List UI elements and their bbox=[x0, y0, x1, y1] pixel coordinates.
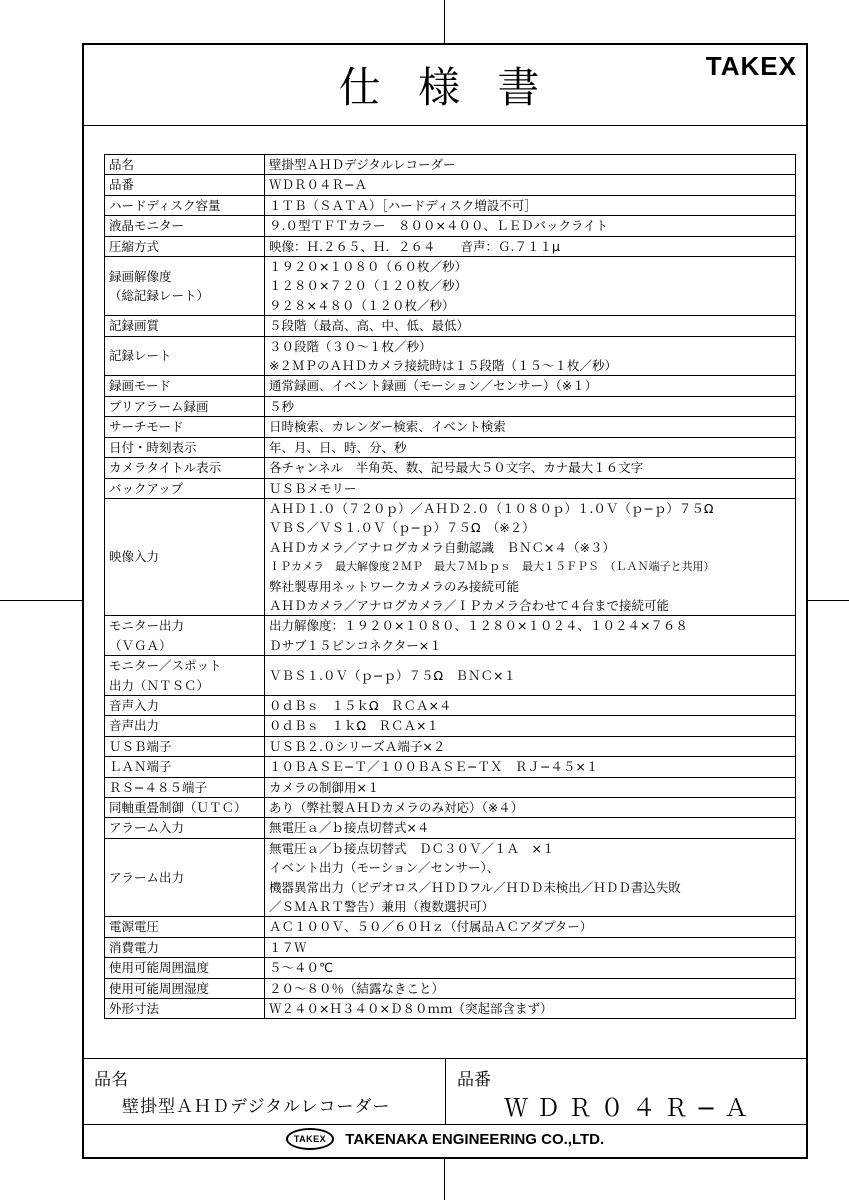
spec-value bbox=[265, 777, 796, 797]
spec-value-line: １０ＢＡＳＥ−Ｔ／１００ＢＡＳＥ−ＴＸ ＲＪ−４５×１ bbox=[269, 759, 599, 775]
spec-value-line: ３０段階（３０〜１枚／秒） bbox=[269, 338, 432, 354]
spec-key-line: 電源電圧 bbox=[109, 919, 160, 935]
spec-row bbox=[105, 257, 796, 316]
spec-key bbox=[105, 336, 265, 376]
spec-value bbox=[265, 736, 796, 756]
spec-value-line: ＵＳＢメモリー bbox=[269, 480, 357, 496]
spec-value bbox=[265, 716, 796, 736]
crop-mark-bottom bbox=[444, 1159, 445, 1200]
spec-value bbox=[265, 216, 796, 236]
spec-key bbox=[105, 498, 265, 615]
spec-value-line: ＶＢＳ／ＶＳ１.０Ｖ（ｐ−ｐ）７５Ω （※２） bbox=[269, 520, 535, 536]
spec-value-line: 無電圧ａ／ｂ接点切替式×４ bbox=[269, 820, 430, 836]
spec-value-line: １ＴＢ（ＳＡＴＡ）［ハードディスク増設不可］ bbox=[269, 197, 537, 213]
company-name: TAKENAKA ENGINEERING CO.,LTD. bbox=[345, 1130, 605, 1148]
spec-row bbox=[105, 396, 796, 416]
spec-key-line: バックアップ bbox=[109, 480, 184, 496]
spec-key bbox=[105, 155, 265, 175]
spec-key bbox=[105, 736, 265, 756]
spec-key bbox=[105, 175, 265, 195]
footer-product-name: 壁掛型ＡＨＤデジタルレコーダー bbox=[122, 1097, 391, 1117]
spec-value bbox=[265, 396, 796, 416]
spec-key bbox=[105, 978, 265, 998]
spec-value-line: Ｗ２４０×Ｈ３４０×Ｄ８０ｍｍ（突起部含まず） bbox=[269, 1001, 553, 1017]
spec-key-line: 録画解像度 bbox=[109, 268, 172, 284]
spec-value-line: ／ＳＭＡＲＴ警告）兼用（複数選択可） bbox=[269, 899, 495, 915]
spec-key-line: 品番 bbox=[109, 177, 135, 193]
spec-row bbox=[105, 838, 796, 917]
spec-key bbox=[105, 316, 265, 336]
spec-value-line: ５段階（最高、高、中、低、最低） bbox=[269, 318, 470, 334]
spec-key bbox=[105, 798, 265, 818]
spec-value-line: カメラの制御用×１ bbox=[269, 779, 380, 795]
spec-row bbox=[105, 978, 796, 998]
spec-row bbox=[105, 656, 796, 696]
spec-row bbox=[105, 236, 796, 256]
spec-key-line: （ＶＧＡ） bbox=[109, 637, 172, 653]
brand-logo: TAKEX bbox=[705, 51, 797, 81]
crop-mark-left bbox=[0, 600, 82, 601]
spec-value-line: １９２０×１０８０（６０枚／秒） bbox=[269, 259, 467, 275]
spec-value bbox=[265, 656, 796, 696]
spec-row bbox=[105, 478, 796, 498]
spec-key-line: 音声入力 bbox=[109, 697, 160, 713]
company-block bbox=[84, 1128, 806, 1150]
spec-key-line: 圧縮方式 bbox=[109, 238, 160, 254]
spec-key-line: 音声出力 bbox=[109, 718, 160, 734]
spec-row bbox=[105, 757, 796, 777]
spec-key-line: モニター出力 bbox=[109, 618, 185, 634]
footer-column-divider bbox=[445, 1058, 446, 1124]
spec-key bbox=[105, 458, 265, 478]
spec-row bbox=[105, 498, 796, 615]
header-divider bbox=[84, 125, 806, 126]
spec-value-line: 出力解像度：１９２０×１０８０、１２８０×１０２４、１０２４×７６８ bbox=[269, 618, 688, 634]
spec-row bbox=[105, 616, 796, 656]
spec-row bbox=[105, 958, 796, 978]
spec-value bbox=[265, 376, 796, 396]
spec-row bbox=[105, 155, 796, 175]
spec-row bbox=[105, 999, 796, 1019]
spec-value-line: ＡＣ１００Ｖ、５０／６０Ｈｚ（付属品ＡＣアダプター） bbox=[269, 919, 593, 935]
spec-key-line: 出力（ＮＴＳＣ） bbox=[109, 677, 210, 693]
spec-key bbox=[105, 195, 265, 215]
spec-key-line: 録画モード bbox=[109, 378, 172, 394]
spec-key bbox=[105, 376, 265, 396]
spec-value bbox=[265, 978, 796, 998]
spec-value-line: イベント出力（モーション／センサー）、 bbox=[269, 860, 500, 876]
spec-value-line: 日時検索、カレンダー検索、イベント検索 bbox=[269, 419, 506, 435]
spec-key-line: モニター／スポット bbox=[109, 658, 222, 674]
spec-value-line: ９.０型ＴＦＴカラー ８００×４００、ＬＥＤバックライト bbox=[269, 218, 609, 234]
spec-key bbox=[105, 257, 265, 316]
spec-value bbox=[265, 798, 796, 818]
spec-value-line: ２０〜８０％（結露なきこと） bbox=[269, 980, 445, 996]
spec-key-line: 外形寸法 bbox=[109, 1001, 160, 1017]
spec-key-line: 記録画質 bbox=[109, 318, 160, 334]
spec-value bbox=[265, 695, 796, 715]
spec-key bbox=[105, 838, 265, 917]
spec-key bbox=[105, 396, 265, 416]
spec-key-line: 使用可能周囲温度 bbox=[109, 960, 210, 976]
spec-value-line: ５秒 bbox=[269, 398, 295, 414]
spec-row bbox=[105, 937, 796, 957]
spec-key bbox=[105, 999, 265, 1019]
spec-row bbox=[105, 458, 796, 478]
document-frame bbox=[82, 43, 808, 1159]
spec-row bbox=[105, 195, 796, 215]
crop-mark-right bbox=[808, 600, 849, 601]
spec-value-line: ５〜４０℃ bbox=[269, 960, 334, 976]
footer-bottom-divider bbox=[84, 1124, 806, 1125]
spec-row bbox=[105, 818, 796, 838]
spec-key-line: 品名 bbox=[109, 157, 135, 172]
spec-value bbox=[265, 155, 796, 175]
spec-key-line: ハードディスク容量 bbox=[109, 197, 221, 213]
spec-key bbox=[105, 958, 265, 978]
spec-key bbox=[105, 236, 265, 256]
spec-value-line: ０ｄＢｓ １５ｋΩ ＲＣＡ×４ bbox=[269, 697, 452, 713]
spec-value bbox=[265, 757, 796, 777]
spec-key bbox=[105, 478, 265, 498]
spec-key bbox=[105, 216, 265, 236]
spec-key bbox=[105, 757, 265, 777]
spec-value bbox=[265, 195, 796, 215]
spec-value-line: ＩＰカメラ 最大解像度２ＭＰ 最大７Ｍｂｐｓ 最大１５ＦＰＳ （ＬＡＮ端子と共用） bbox=[269, 560, 715, 574]
spec-value-line: 無電圧ａ／ｂ接点切替式 ＤＣ３０Ｖ／１Ａ ×１ bbox=[269, 840, 555, 856]
footer-product-name-label: 品名 bbox=[94, 1070, 128, 1090]
spec-value bbox=[265, 917, 796, 937]
spec-key-line: （総記録レート） bbox=[109, 288, 210, 304]
spec-value bbox=[265, 616, 796, 656]
footer-product-code: ＷＤＲ０４Ｒ−Ａ bbox=[504, 1094, 757, 1122]
spec-row bbox=[105, 798, 796, 818]
spec-key-line: アラーム入力 bbox=[109, 820, 185, 836]
company-logo: TAKEX bbox=[286, 1128, 334, 1150]
spec-value-line: ０ｄＢｓ １ｋΩ ＲＣＡ×１ bbox=[269, 718, 440, 734]
spec-key bbox=[105, 417, 265, 437]
spec-value bbox=[265, 478, 796, 498]
spec-value bbox=[265, 458, 796, 478]
spec-value bbox=[265, 257, 796, 316]
spec-row bbox=[105, 175, 796, 195]
spec-value-line: ※２ＭＰのＡＨＤカメラ接続時は１５段階（１５〜１枚／秒） bbox=[269, 358, 617, 374]
spec-row bbox=[105, 695, 796, 715]
spec-value-line: １７Ｗ bbox=[269, 939, 307, 955]
spec-key-line: アラーム出力 bbox=[109, 869, 185, 885]
spec-value bbox=[265, 417, 796, 437]
spec-value-line: 映像：Ｈ.２６５、Ｈ．２６４ 音声：Ｇ.７１１μ bbox=[269, 238, 560, 254]
footer-product-code-label: 品番 bbox=[457, 1070, 491, 1090]
document-title: 仕 様 書 bbox=[338, 63, 552, 112]
spec-value-line: ＶＢＳ１.０Ｖ（ｐ−ｐ）７５Ω ＢＮＣ×１ bbox=[269, 667, 516, 683]
spec-row bbox=[105, 376, 796, 396]
spec-value-line: 通常録画、イベント録画（モーション／センサー）（※１） bbox=[269, 378, 598, 394]
spec-value bbox=[265, 498, 796, 615]
spec-key bbox=[105, 917, 265, 937]
spec-value-line: 壁掛型ＡＨＤデジタルレコーダー bbox=[269, 157, 456, 172]
spec-value bbox=[265, 336, 796, 376]
spec-key-line: 同軸重畳制御（ＵＴＣ） bbox=[109, 800, 247, 815]
spec-row bbox=[105, 316, 796, 336]
spec-key-line: ＵＳＢ端子 bbox=[109, 738, 172, 754]
spec-key-line: 使用可能周囲湿度 bbox=[109, 980, 210, 996]
spec-key bbox=[105, 437, 265, 457]
spec-key bbox=[105, 937, 265, 957]
spec-value-line: 各チャンネル 半角英、数、記号最大５０文字、カナ最大１６文字 bbox=[269, 460, 644, 476]
spec-value bbox=[265, 937, 796, 957]
spec-key-line: 映像入力 bbox=[109, 549, 160, 565]
spec-value bbox=[265, 999, 796, 1019]
spec-row bbox=[105, 216, 796, 236]
spec-key-line: サーチモード bbox=[109, 419, 184, 435]
spec-key-line: ＬＡＮ端子 bbox=[109, 759, 172, 775]
spec-value bbox=[265, 236, 796, 256]
spec-key-line: 消費電力 bbox=[109, 939, 160, 955]
spec-key bbox=[105, 656, 265, 696]
spec-key bbox=[105, 695, 265, 715]
spec-table bbox=[104, 154, 796, 1019]
spec-key-line: ＲＳ−４８５端子 bbox=[109, 779, 207, 795]
spec-value-line: ＡＨＤ１.０（７２０ｐ）／ＡＨＤ２.０（１０８０ｐ）１.０Ｖ（ｐ−ｐ）７５Ω bbox=[269, 500, 714, 516]
spec-key-line: 日付・時刻表示 bbox=[109, 439, 197, 455]
spec-row bbox=[105, 336, 796, 376]
spec-key bbox=[105, 818, 265, 838]
spec-key bbox=[105, 777, 265, 797]
spec-value bbox=[265, 838, 796, 917]
spec-row bbox=[105, 777, 796, 797]
spec-value-line: あり（弊社製ＡＨＤカメラのみ対応）（※４） bbox=[269, 800, 524, 815]
spec-row bbox=[105, 437, 796, 457]
spec-key-line: カメラタイトル表示 bbox=[109, 460, 222, 476]
spec-value-line: ＡＨＤカメラ／アナログカメラ／ＩＰカメラ合わせて４台まで接続可能 bbox=[269, 597, 670, 613]
crop-mark-top bbox=[444, 0, 445, 43]
spec-key-line: 液晶モニター bbox=[109, 218, 185, 234]
spec-value-line: Ｄサブ１５ピンコネクター×１ bbox=[269, 637, 442, 653]
spec-value bbox=[265, 437, 796, 457]
spec-value bbox=[265, 175, 796, 195]
spec-value-line: 機器異常出力（ビデオロス／ＨＤＤフル／ＨＤＤ未検出／ＨＤＤ書込失敗 bbox=[269, 879, 681, 895]
spec-value-line: １２８０×７２０（１２０枚／秒） bbox=[269, 278, 467, 294]
spec-key bbox=[105, 716, 265, 736]
spec-value-line: 弊社製専用ネットワークカメラのみ接続可能 bbox=[269, 578, 520, 594]
spec-row bbox=[105, 917, 796, 937]
spec-row bbox=[105, 716, 796, 736]
spec-row bbox=[105, 417, 796, 437]
spec-key-line: 記録レート bbox=[109, 348, 172, 364]
spec-value bbox=[265, 316, 796, 336]
spec-value-line: ＷＤＲ０４Ｒ−Ａ bbox=[269, 177, 367, 193]
spec-value bbox=[265, 958, 796, 978]
spec-key bbox=[105, 616, 265, 656]
spec-value-line: ＡＨＤカメラ／アナログカメラ自動認識 ＢＮＣ×４（※３） bbox=[269, 539, 615, 555]
spec-value-line: ＵＳＢ２.０シリーズＡ端子×２ bbox=[269, 738, 446, 754]
spec-key-line: プリアラーム録画 bbox=[109, 398, 209, 414]
spec-value bbox=[265, 818, 796, 838]
spec-row bbox=[105, 736, 796, 756]
spec-value-line: 年、月、日、時、分、秒 bbox=[269, 439, 407, 455]
spec-value-line: ９２８×４８０（１２０枚／秒） bbox=[269, 297, 455, 313]
